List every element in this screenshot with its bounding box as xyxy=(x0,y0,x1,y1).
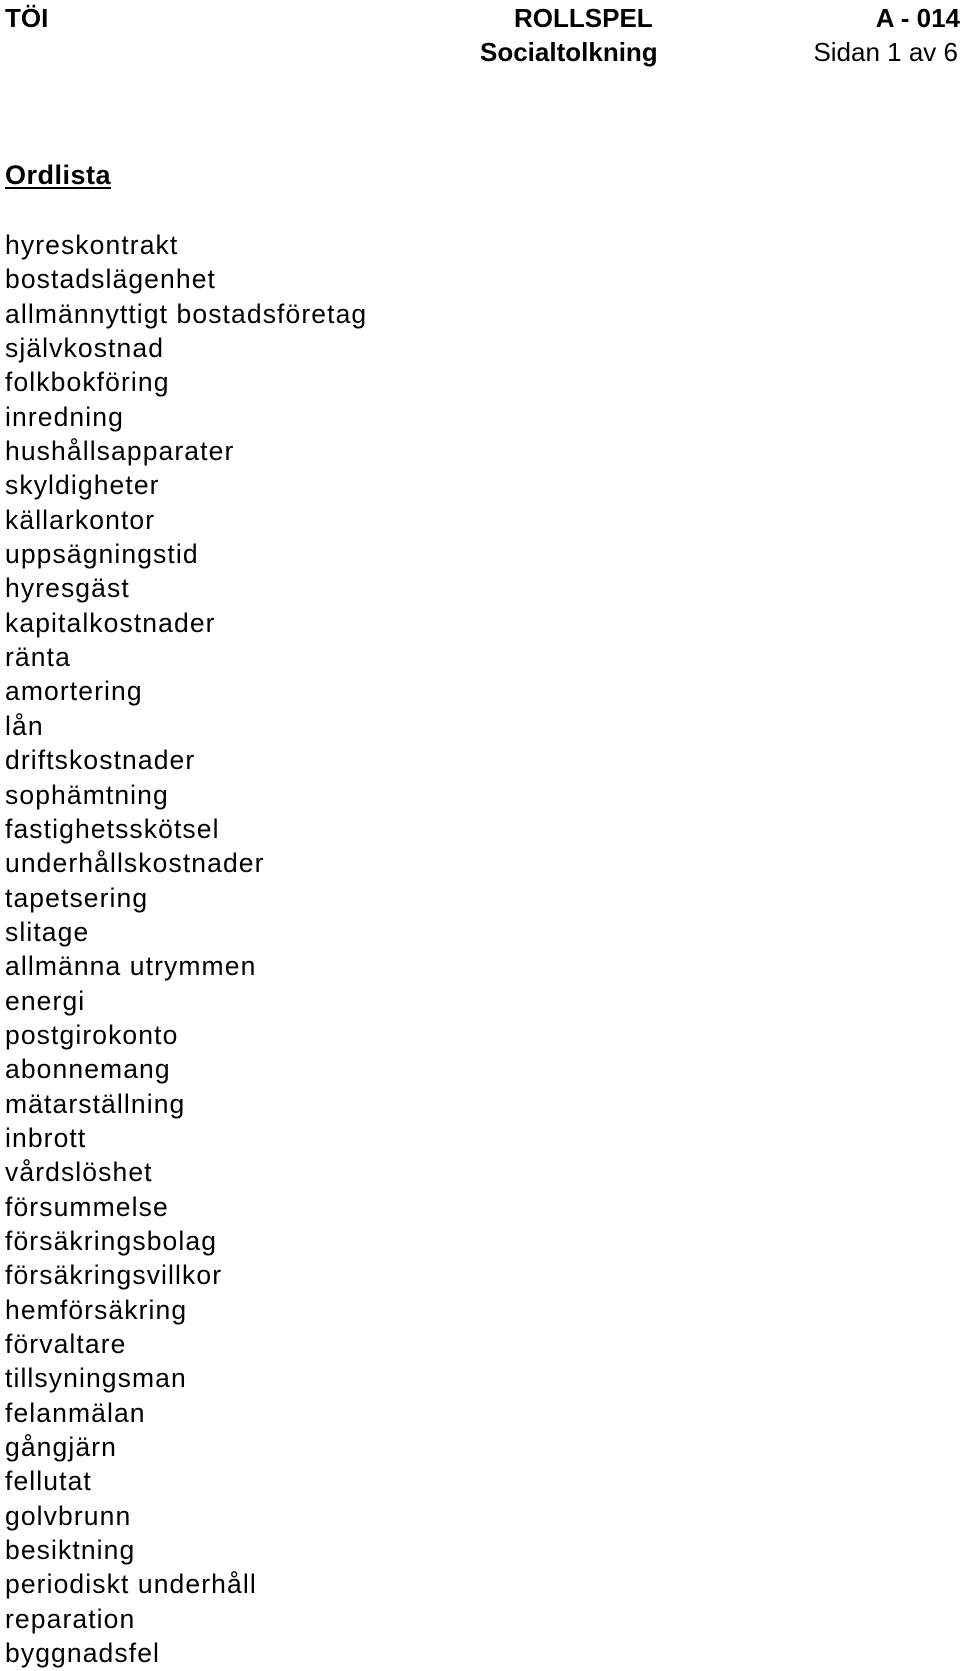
glossary-term: förvaltare xyxy=(5,1329,127,1359)
page-header xyxy=(0,0,960,80)
glossary-term: försäkringsvillkor xyxy=(5,1260,223,1291)
document-type: ROLLSPEL xyxy=(514,3,653,33)
organization-name: TÖI xyxy=(5,3,49,33)
glossary-term: fellutat xyxy=(5,1466,92,1497)
glossary-term: försäkringsbolag xyxy=(5,1225,218,1256)
glossary-term: allmänna utrymmen xyxy=(5,951,257,982)
glossary-term: fastighetsskötsel xyxy=(5,813,220,844)
glossary-term: kapitalkostnader xyxy=(5,607,216,638)
glossary-term: uppsägningstid xyxy=(5,539,199,570)
glossary-term: tillsyningsman xyxy=(5,1363,187,1394)
glossary-term: postgirokonto xyxy=(5,1019,179,1050)
glossary-term: hyresgäst xyxy=(5,573,130,604)
glossary-term: hushållsapparater xyxy=(5,436,235,467)
glossary-term: hemförsäkring xyxy=(5,1294,188,1325)
glossary-term: källarkontor xyxy=(5,504,156,535)
glossary-term: försummelse xyxy=(5,1191,169,1222)
glossary-term: underhållskostnader xyxy=(5,848,265,879)
glossary-term: tapetsering xyxy=(5,882,149,913)
glossary-term: hyreskontrakt xyxy=(5,230,179,260)
glossary-term: reparation xyxy=(5,1603,136,1634)
glossary-list xyxy=(5,228,367,1670)
document-code: A - 014 xyxy=(875,3,960,33)
glossary-term: byggnadsfel xyxy=(5,1638,161,1669)
glossary-term: lån xyxy=(5,710,44,741)
glossary-term: inredning xyxy=(5,401,124,432)
glossary-term: slitage xyxy=(5,916,90,947)
glossary-term: vårdslöshet xyxy=(5,1157,153,1188)
glossary-term: gångjärn xyxy=(5,1432,117,1463)
glossary-term: mätarställning xyxy=(5,1088,186,1119)
glossary-term: bostadslägenhet xyxy=(5,264,216,295)
glossary-term: självkostnad xyxy=(5,333,165,364)
glossary-term: besiktning xyxy=(5,1535,136,1566)
section-title: Ordlista xyxy=(5,160,112,190)
glossary-term: allmännyttigt bostadsföretag xyxy=(5,298,368,329)
glossary-term: felanmälan xyxy=(5,1397,146,1428)
glossary-term: skyldigheter xyxy=(5,470,160,501)
glossary-term: driftskostnader xyxy=(5,745,196,776)
glossary-term: abonnemang xyxy=(5,1054,171,1085)
page-number: Sidan 1 av 6 xyxy=(813,37,958,67)
document-subject: Socialtolkning xyxy=(480,37,658,67)
glossary-term: sophämtning xyxy=(5,779,169,810)
glossary-term: amortering xyxy=(5,676,143,707)
glossary-term: periodiskt underhåll xyxy=(5,1569,257,1600)
glossary-term: inbrott xyxy=(5,1122,87,1153)
glossary-term: ränta xyxy=(5,642,71,673)
glossary-term: energi xyxy=(5,985,86,1016)
glossary-term: golvbrunn xyxy=(5,1500,132,1531)
glossary-term: folkbokföring xyxy=(5,367,170,398)
